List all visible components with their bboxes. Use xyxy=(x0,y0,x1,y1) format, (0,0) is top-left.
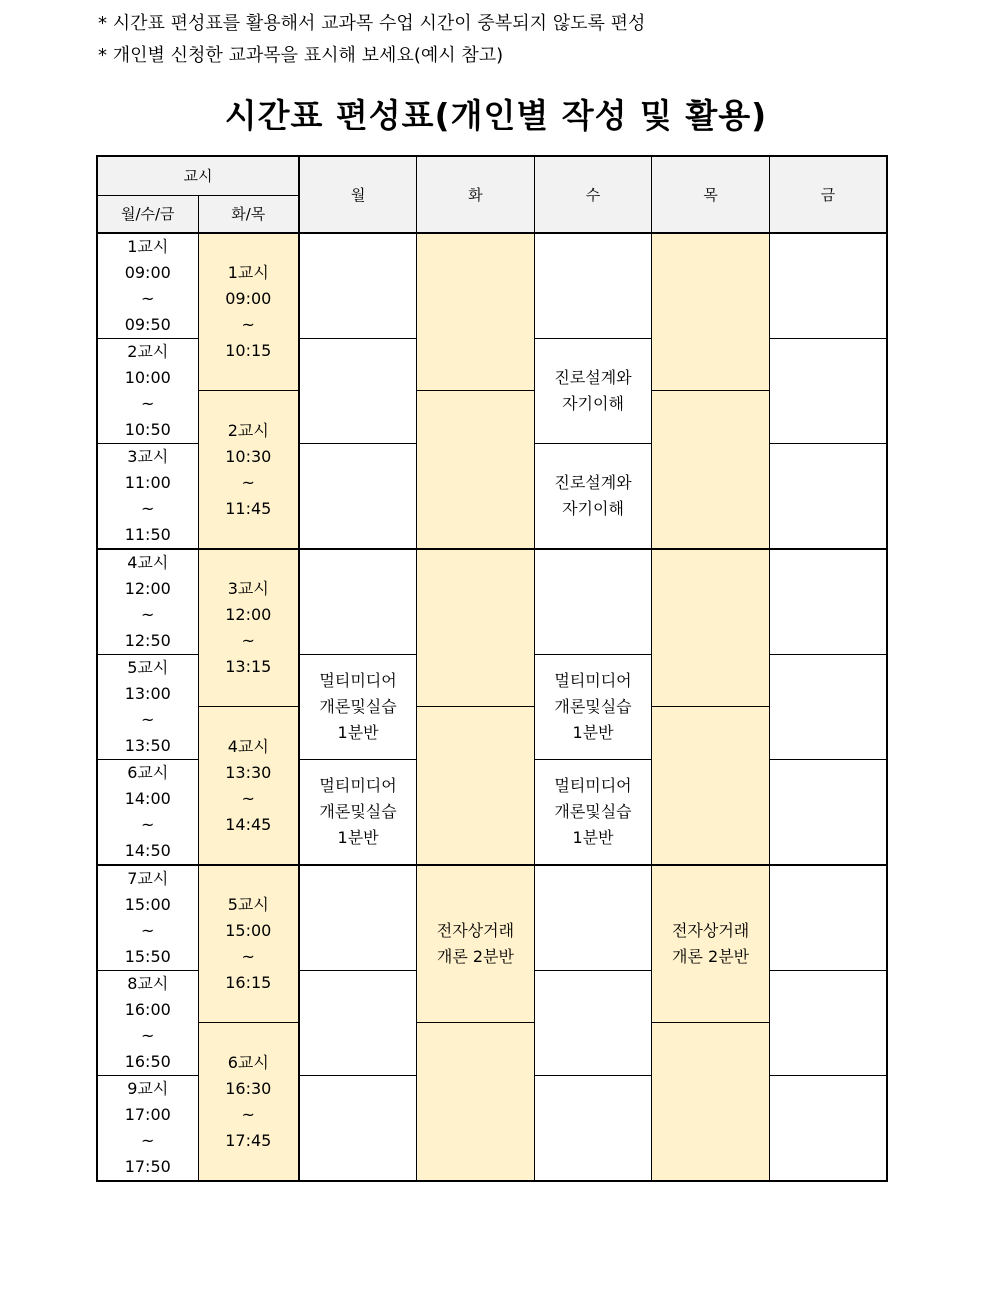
thu-slot-5 xyxy=(652,865,770,1023)
wed-slot-3 xyxy=(534,444,652,550)
cell-line: 9교시 xyxy=(127,1079,169,1098)
tt-period-3 xyxy=(198,549,299,707)
mwf-period-7 xyxy=(97,865,198,971)
header-thu: 목 xyxy=(652,156,770,233)
wed-slot-7 xyxy=(534,865,652,971)
cell-line: 1교시 xyxy=(227,263,269,282)
fri-slot-6 xyxy=(769,760,887,866)
cell-line: 14:50 xyxy=(124,841,171,860)
wed-slot-8 xyxy=(534,971,652,1076)
header-mon: 월 xyxy=(299,156,417,233)
mon-slot-4 xyxy=(299,549,417,655)
header-tt: 화/목 xyxy=(198,195,299,233)
mon-slot-2 xyxy=(299,339,417,444)
tue-slot-4 xyxy=(417,707,535,866)
fri-slot-1 xyxy=(769,233,887,339)
cell-line: 2교시 xyxy=(127,342,169,361)
mon-slot-5 xyxy=(299,655,417,760)
cell-line: ~ xyxy=(141,605,155,624)
cell-line: 멀티미디어 xyxy=(319,776,397,795)
cell-line: 멀티미디어 xyxy=(554,776,632,795)
thu-slot-4 xyxy=(652,707,770,866)
fri-slot-3 xyxy=(769,444,887,550)
wed-slot-9 xyxy=(534,1076,652,1182)
mon-slot-7 xyxy=(299,865,417,971)
cell-line: 8교시 xyxy=(127,974,169,993)
cell-line: 17:00 xyxy=(124,1105,171,1124)
mon-slot-6 xyxy=(299,760,417,866)
mon-slot-1 xyxy=(299,233,417,339)
cell-line: 12:00 xyxy=(225,605,272,624)
instructions xyxy=(98,8,645,72)
mon-slot-3 xyxy=(299,444,417,550)
cell-line: ~ xyxy=(141,815,155,834)
cell-line: 11:45 xyxy=(225,498,272,518)
cell-line: 1분반 xyxy=(337,828,379,847)
cell-line: ~ xyxy=(241,947,255,966)
cell-line: 개론 2분반 xyxy=(672,947,750,966)
cell-line: 14:45 xyxy=(225,814,272,834)
cell-line: ~ xyxy=(241,631,255,650)
cell-line: 13:50 xyxy=(124,736,171,755)
cell-line: 1교시 xyxy=(127,237,169,256)
cell-line: 진로설계와 xyxy=(554,473,632,492)
cell-line: 3교시 xyxy=(227,579,269,598)
cell-line: 개론및실습 xyxy=(554,697,632,716)
cell-line: 13:15 xyxy=(225,657,272,676)
header-wed: 수 xyxy=(534,156,652,233)
header-tue: 화 xyxy=(417,156,535,233)
tt-period-5 xyxy=(198,865,299,1023)
fri-slot-8 xyxy=(769,971,887,1076)
tue-slot-5 xyxy=(417,865,535,1023)
tue-slot-1 xyxy=(417,233,535,391)
cell-line: 멀티미디어 xyxy=(554,671,632,690)
cell-line: 11:50 xyxy=(124,525,171,544)
cell-line: 16:30 xyxy=(225,1078,272,1098)
fri-slot-7 xyxy=(769,865,887,971)
cell-line: 15:00 xyxy=(225,921,272,940)
cell-line: 12:50 xyxy=(124,631,171,650)
mwf-period-8 xyxy=(97,971,198,1076)
cell-line: 1분반 xyxy=(572,828,614,847)
cell-line: 5교시 xyxy=(227,895,269,914)
wed-slot-1 xyxy=(534,233,652,339)
cell-line: 6교시 xyxy=(227,1052,269,1072)
instruction-line-2: * 개인별 신청한 교과목을 표시해 보세요(예시 참고) xyxy=(98,45,504,66)
tue-slot-2 xyxy=(417,391,535,550)
cell-line: 10:15 xyxy=(225,341,272,360)
cell-line: 5교시 xyxy=(127,658,169,677)
cell-line: ~ xyxy=(141,1131,155,1150)
fri-slot-2 xyxy=(769,339,887,444)
tue-slot-3 xyxy=(417,549,535,707)
mwf-period-2 xyxy=(97,339,198,444)
cell-line: 09:00 xyxy=(225,289,272,308)
cell-line: 개론및실습 xyxy=(319,802,397,821)
mwf-period-6 xyxy=(97,760,198,866)
cell-line: ~ xyxy=(241,788,255,808)
cell-line: 개론및실습 xyxy=(319,697,397,716)
cell-line: 10:00 xyxy=(124,368,171,387)
header-mwf: 월/수/금 xyxy=(97,195,198,233)
mwf-period-4 xyxy=(97,549,198,655)
cell-line: 16:50 xyxy=(124,1052,171,1071)
cell-line: 15:00 xyxy=(124,895,171,914)
timetable xyxy=(96,155,888,1182)
cell-line: 멀티미디어 xyxy=(319,671,397,690)
cell-line: 13:00 xyxy=(124,684,171,703)
cell-line: 자기이해 xyxy=(562,499,624,518)
cell-line: 1분반 xyxy=(572,723,614,742)
mwf-period-1 xyxy=(97,233,198,339)
cell-line: ~ xyxy=(141,710,155,729)
cell-line: ~ xyxy=(241,1104,255,1124)
cell-line: 16:00 xyxy=(124,1000,171,1019)
tt-period-6 xyxy=(198,1023,299,1182)
cell-line: 3교시 xyxy=(127,447,169,466)
thu-slot-3 xyxy=(652,549,770,707)
cell-line: ~ xyxy=(141,921,155,940)
cell-line: 6교시 xyxy=(127,763,169,782)
cell-line: ~ xyxy=(141,289,155,308)
wed-slot-2 xyxy=(534,339,652,444)
thu-slot-6 xyxy=(652,1023,770,1182)
cell-line: ~ xyxy=(241,315,255,334)
thu-slot-1 xyxy=(652,233,770,391)
cell-line: 17:50 xyxy=(124,1157,171,1176)
tt-period-4 xyxy=(198,707,299,866)
cell-line: 진로설계와 xyxy=(554,368,632,387)
tue-slot-6 xyxy=(417,1023,535,1182)
cell-line: 10:50 xyxy=(124,420,171,439)
cell-line: ~ xyxy=(141,394,155,413)
mon-slot-8 xyxy=(299,971,417,1076)
instruction-line-1: * 시간표 편성표를 활용해서 교과목 수업 시간이 중복되지 않도록 편성 xyxy=(98,13,646,34)
cell-line: ~ xyxy=(241,472,255,492)
thu-slot-2 xyxy=(652,391,770,550)
tt-period-2 xyxy=(198,391,299,550)
cell-line: 09:50 xyxy=(124,315,171,334)
cell-line: 전자상거래 xyxy=(436,921,515,940)
mon-slot-9 xyxy=(299,1076,417,1182)
cell-line: 13:30 xyxy=(225,762,272,782)
tt-period-1 xyxy=(198,233,299,391)
cell-line: 7교시 xyxy=(127,869,169,888)
fri-slot-4 xyxy=(769,549,887,655)
cell-line: 개론 2분반 xyxy=(436,947,514,966)
cell-line: 09:00 xyxy=(124,263,171,282)
cell-line: 12:00 xyxy=(124,579,171,598)
cell-line: 개론및실습 xyxy=(554,802,632,821)
wed-slot-6 xyxy=(534,760,652,866)
cell-line: ~ xyxy=(141,1026,155,1045)
mwf-period-5 xyxy=(97,655,198,760)
cell-line: 4교시 xyxy=(127,553,169,572)
cell-line: 10:30 xyxy=(225,446,272,466)
mwf-period-3 xyxy=(97,444,198,550)
header-fri: 금 xyxy=(769,156,887,233)
wed-slot-4 xyxy=(534,549,652,655)
mwf-period-9 xyxy=(97,1076,198,1182)
header-period: 교시 xyxy=(97,156,299,195)
cell-line: 자기이해 xyxy=(562,394,624,413)
page-title: 시간표 편성표(개인별 작성 및 활용) xyxy=(224,96,768,135)
fri-slot-9 xyxy=(769,1076,887,1182)
cell-line: 11:00 xyxy=(124,473,171,492)
cell-line: 1분반 xyxy=(337,723,379,742)
cell-line: ~ xyxy=(141,499,155,518)
cell-line: 4교시 xyxy=(227,736,269,756)
cell-line: 16:15 xyxy=(225,973,272,992)
fri-slot-5 xyxy=(769,655,887,760)
wed-slot-5 xyxy=(534,655,652,760)
cell-line: 14:00 xyxy=(124,789,171,808)
cell-line: 전자상거래 xyxy=(671,921,750,940)
cell-line: 15:50 xyxy=(124,947,171,966)
cell-line: 17:45 xyxy=(225,1130,272,1150)
cell-line: 2교시 xyxy=(227,420,269,440)
